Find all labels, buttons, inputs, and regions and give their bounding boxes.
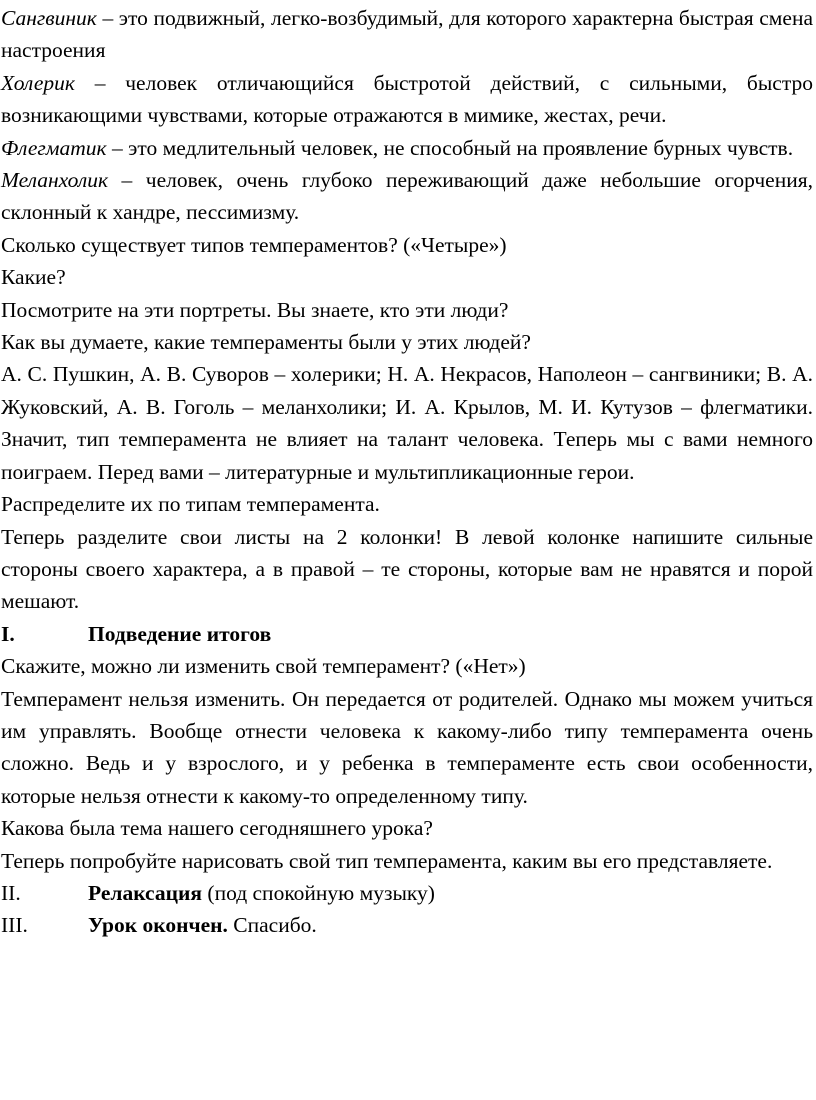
definition-term: Сангвиник xyxy=(1,6,97,30)
paragraph: Скажите, можно ли изменить свой темперамент? («Нет») xyxy=(1,654,526,679)
definition-text: – это подвижный, легко-возбудимый, для которого характерна быстрая смена настроения xyxy=(1,6,813,63)
definition-melancholic xyxy=(1,164,813,229)
paragraph: Теперь попробуйте нарисовать свой тип темперамента, каким вы его представляете. xyxy=(1,848,773,873)
definition-text: – человек, очень глубоко переживающий даже небольшие огорчения, склонный к хандре, пессимизму. xyxy=(1,168,813,225)
section-rest: (под спокойную музыку) xyxy=(202,880,435,905)
paragraph: Темперамент нельзя изменить. Он передается от родителей. Однако мы можем учиться им управлять. Вообще отнести человека к какому-либо типу темперамента очень сложно. Ведь и у взрослого, и у ребенка в темпераменте есть свои особенности, которые нельзя отнести к какому-то определенному типу. xyxy=(1,686,813,808)
definition-phlegmatic xyxy=(1,132,813,164)
section-title: Урок окончен. xyxy=(88,913,228,938)
section-title: Подведение итогов xyxy=(88,621,272,646)
section-heading-summary xyxy=(1,618,813,650)
definition-text: – человек отличающийся быстротой действий, с сильными, быстро возникающими чувствами, которые отражаются в мимике, жестах, речи. xyxy=(1,70,813,128)
definition-term: Флегматик xyxy=(1,135,107,160)
section-heading-relaxation xyxy=(1,877,813,909)
section-number: III. xyxy=(1,913,28,938)
definition-sanguine xyxy=(1,2,813,67)
section-number: I. xyxy=(1,621,15,646)
paragraph: А. С. Пушкин, А. В. Суворов – холерики; Н. А. Некрасов, Наполеон – сангвиники; В. А. Жуковский, А. В. Гоголь – меланхолики; И. А. Крылов, М. И. Кутузов – флегматики. Значит, тип темперамента не влияет на талант человека. Теперь мы с вами немного поиграем. Перед вами – литературные и мультипликационные герои. xyxy=(1,362,813,484)
paragraph: Сколько существует типов темпераментов? («Четыре») xyxy=(1,232,507,257)
definition-text: – это медлительный человек, не способный на проявление бурных чувств. xyxy=(106,135,794,160)
definition-choleric xyxy=(1,67,813,132)
paragraph: Как вы думаете, какие темпераменты были у этих людей? xyxy=(1,330,531,355)
document-page xyxy=(0,2,816,942)
paragraph: Посмотрите на эти портреты. Вы знаете, кто эти люди? xyxy=(1,297,509,322)
paragraph: Теперь разделите свои листы на 2 колонки! В левой колонке напишите сильные стороны своего характера, а в правой – те стороны, которые вам не нравятся и порой мешают. xyxy=(1,524,813,614)
paragraph: Какова была тема нашего сегодняшнего урока? xyxy=(1,816,433,841)
section-heading-end xyxy=(1,909,813,941)
definition-term: Холерик xyxy=(1,70,75,95)
section-title: Релаксация xyxy=(88,880,203,905)
section-number: II. xyxy=(1,880,21,905)
paragraph: Какие? xyxy=(1,265,66,290)
paragraph: Распределите их по типам темперамента. xyxy=(1,492,380,517)
section-rest: Спасибо. xyxy=(227,913,317,938)
definition-term: Меланхолик xyxy=(1,168,109,193)
